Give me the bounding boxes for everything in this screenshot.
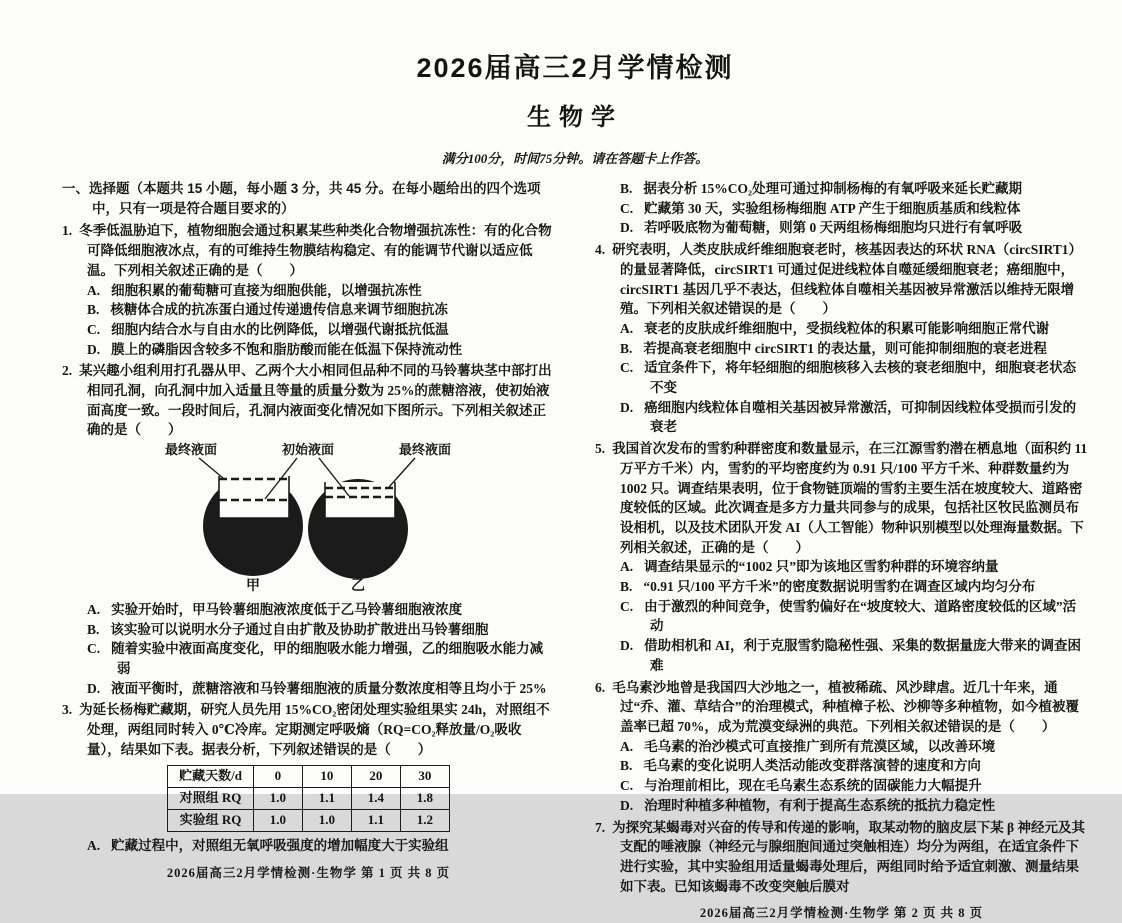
option-d: [595, 796, 1088, 816]
question-7-stem-row: [595, 818, 1088, 897]
question-stem: 冬季低温胁迫下，植物细胞会通过积累某些种类化合物增强抗冻性：有的化合物可降低细胞液冰点，有的可维持生物膜结构稳定、有的能调节代谢以适应低温。下列相关叙述正确的是（ ）: [79, 223, 552, 278]
question-number: 5.: [595, 441, 606, 457]
option-label: B.: [87, 621, 100, 637]
option-label: A.: [620, 559, 634, 575]
question-stem: 研究表明，人类皮肤成纤维细胞衰老时，核基因表达的环状 RNA（circSIRT1）的量显著降低，circSIRT1 可通过促进线粒体自噬延缓细胞衰老；癌细胞中，circSIRT1 基因几乎不表达，但线粒体自噬相关基因被异常激活以维持无限增殖。下列相关叙述错误的是（ ）: [612, 242, 1083, 317]
page-footer-left: 2026届高三2月学情检测·生物学 第 1 页 共 8 页: [166, 866, 451, 881]
table-header-cell: 30: [400, 766, 449, 788]
table-cell: 1.2: [400, 810, 449, 832]
option-text: 贮藏第 30 天，实验组杨梅细胞 ATP 产生于细胞质基质和线粒体: [644, 200, 1021, 216]
option-label: D.: [87, 680, 101, 696]
option-text: 借助相机和 AI，利于克服雪豹隐秘性强、采集的数据量庞大带来的调查困难: [644, 638, 1082, 673]
option-a: [62, 836, 555, 856]
question-number: 1.: [62, 223, 73, 239]
table-header-cell: 20: [351, 766, 400, 788]
question-3: [62, 700, 555, 856]
option-label: A.: [87, 282, 101, 298]
option-label: B.: [87, 302, 100, 318]
option-text: 核糖体合成的抗冻蛋白通过传递遗传信息来调节细胞抗冻: [110, 302, 448, 318]
option-text: 随着实验中液面高度变化，甲的细胞吸水能力增强，乙的细胞吸水能力减弱: [111, 641, 544, 676]
option-label: B.: [620, 758, 633, 774]
leader-final-right: [389, 458, 415, 487]
option-text: 毛乌素的治沙模式可直接推广到所有荒漠区域，以改善环境: [644, 738, 996, 754]
question-2: [62, 361, 555, 698]
question-3-stem-row: [62, 700, 555, 759]
page-footer-right: 2026届高三2月学情检测·生物学 第 2 页 共 8 页: [699, 906, 984, 921]
question-stem: 我国首次发布的雪豹种群密度和数量显示，在三江源雪豹潜在栖息地（面积约 11 万平方千米）内，雪豹的平均密度约为 0.91 只/100 平方千米、种群数量约为 1002 只。调查结果表明，位于食物链顶端的雪豹主要生活在坡度较大、道路密度较低的区域。此次调查是多方力量共同参与的成果，包括社区牧民监测员布设相机，以及技术团队开发 AI（人工智能）物种识别模型以处理海量数据。下列相关叙述，正确的是（ ）: [612, 441, 1088, 555]
subject-title: 生物学: [527, 104, 623, 131]
two-column-body: [62, 179, 1088, 921]
option-text: 细胞内结合水与自由水的比例降低，以增强代谢抵抗低温: [111, 321, 449, 337]
option-d: [62, 679, 555, 699]
question-1: [62, 221, 555, 359]
option-label: B.: [620, 181, 633, 196]
option-b: [595, 179, 1088, 199]
page-header: [62, 46, 1088, 179]
right-column: [595, 179, 1088, 921]
option-text: 由于激烈的种间竞争，使雪豹偏好在“坡度较大、道路密度较低的区域”活动: [644, 598, 1077, 634]
question-number: 2.: [62, 363, 73, 379]
option-text: 与治理前相比，现在毛乌素生态系统的固碳能力大幅提升: [644, 778, 982, 794]
option-a: [62, 281, 555, 301]
table-cell: 1.1: [351, 810, 400, 832]
option-d: [595, 398, 1088, 437]
option-label: D.: [620, 638, 634, 654]
option-a: [595, 557, 1088, 577]
option-a: [595, 737, 1088, 757]
table-row: [168, 810, 450, 832]
question-number: 3.: [62, 702, 73, 718]
option-text: 液面平衡时，蔗糖溶液和马铃薯细胞液的质量分数浓度相等且均小于 25%: [111, 680, 547, 696]
option-label: C.: [87, 321, 101, 337]
label-jia: 甲: [245, 579, 260, 595]
option-c: [62, 320, 555, 340]
label-final-level-right: 最终液面: [398, 442, 451, 458]
option-d: [595, 636, 1088, 675]
option-text: 治理时种植多种植物，有利于提高生态系统的抵抗力稳定性: [644, 797, 996, 813]
table-cell: 1.1: [302, 788, 351, 810]
left-column: [62, 179, 555, 881]
question-number: 7.: [595, 819, 606, 835]
option-b: [595, 756, 1088, 776]
table-cell: 1.4: [351, 788, 400, 810]
table-cell: 1.0: [253, 810, 302, 832]
table-cell: 1.0: [253, 788, 302, 810]
option-b: [595, 577, 1088, 597]
table-cell: 1.8: [400, 788, 449, 810]
table-row: [168, 766, 450, 788]
well-yi: [325, 482, 395, 518]
option-d: [595, 218, 1088, 238]
option-label: D.: [87, 341, 101, 357]
question-stem: 为延长杨梅贮藏期，研究人员先用 15%CO₂密闭处理实验组果实 24h，对照组不处理，两组同时转入 0℃冷库。定期测定呼吸熵（RQ=CO₂释放量/O₂吸收量），结果如下表。据表分析，下列叙述错误的是（ ）: [79, 702, 550, 757]
table-cell: 对照组 RQ: [168, 788, 254, 810]
question-stem: 某兴趣小组利用打孔器从甲、乙两个大小相同但品种不同的马铃薯块茎中部打出相同孔洞，向孔洞中加入适量且等量的质量分数为 25%的蔗糖溶液，使初始液面高度一致。一段时间后，孔洞内液面变化情况如下图所示。下列相关叙述正确的是（ ）: [79, 363, 552, 438]
label-initial-level: 初始液面: [281, 442, 334, 458]
potato-osmosis-figure: [62, 442, 555, 598]
potato-figure-svg: [153, 442, 465, 595]
option-c: [62, 639, 555, 678]
question-6-stem-row: [595, 678, 1088, 737]
option-c: [595, 597, 1088, 636]
option-label: A.: [87, 838, 101, 854]
option-a: [595, 319, 1088, 339]
option-label: D.: [620, 797, 634, 813]
option-c: [595, 358, 1088, 397]
question-number: 4.: [595, 242, 606, 258]
option-text: 膜上的磷脂因含较多不饱和脂肪酸而能在低温下保持流动性: [111, 341, 463, 357]
option-c: [595, 776, 1088, 796]
option-label: C.: [620, 360, 634, 376]
question-4: [595, 240, 1088, 437]
label-yi: 乙: [350, 579, 365, 595]
option-text: 贮藏过程中，对照组无氧呼吸强度的增加幅度大于实验组: [111, 838, 449, 854]
option-text: 若提高衰老细胞中 circSIRT1 的表达量，则可能抑制细胞的衰老进程: [643, 340, 1047, 356]
section-header: 一、选择题（本题共 15 小题，每小题 3 分，共 45 分。在每小题给出的四个选项中，只有一项是符合题目要求的）: [62, 181, 541, 216]
question-2-stem-row: [62, 361, 555, 440]
question-stem: 毛乌素沙地曾是我国四大沙地之一，植被稀疏、风沙肆虐。近几十年来，通过“乔、灌、草结合”的治理模式，种植樟子松、沙柳等多种植物，如今植被覆盖率已超 70%，成为荒漠变绿洲的典范。下列相关叙述错误的是（ ）: [612, 679, 1079, 734]
option-text: 细胞积累的葡萄糖可直接为细胞供能，以增强抗冻性: [111, 282, 422, 298]
option-c: [595, 199, 1088, 219]
option-a: [62, 600, 555, 620]
option-b: [62, 300, 555, 320]
option-text: 癌细胞内线粒体自噬相关基因被异常激活，可抑制因线粒体受损而引发的衰老: [644, 399, 1077, 435]
exam-title: 2026届高三2月学情检测: [416, 53, 734, 83]
exam-instructions: 满分100分，时间75分钟。请在答题卡上作答。: [441, 151, 709, 166]
question-6: [595, 678, 1088, 816]
option-text: 调查结果显示的“1002 只”即为该地区雪豹种群的环境容纳量: [644, 559, 999, 575]
option-label: B.: [620, 340, 633, 356]
option-text: 适宜条件下，将年轻细胞的细胞核移入去核的衰老细胞中，细胞衰老状态不变: [644, 360, 1077, 396]
table-header-cell: 10: [302, 766, 351, 788]
option-label: B.: [620, 579, 633, 595]
question-number: 6.: [595, 679, 606, 695]
table-cell: 1.0: [302, 810, 351, 832]
question-5: [595, 439, 1088, 675]
question-7: [595, 818, 1088, 897]
option-text: 衰老的皮肤成纤维细胞中，受损线粒体的积累可能影响细胞正常代谢: [644, 320, 1050, 336]
option-label: A.: [620, 738, 634, 754]
table-header-cell: 0: [253, 766, 302, 788]
table-cell: 实验组 RQ: [168, 810, 254, 832]
rq-data-table: [167, 765, 450, 832]
option-text: “0.91 只/100 平方千米”的密度数据说明雪豹在调查区域内均匀分布: [643, 579, 1036, 595]
table-row: [168, 788, 450, 810]
option-label: D.: [620, 399, 634, 415]
option-text: 毛乌素的变化说明人类活动能改变群落演替的速度和方向: [643, 758, 981, 774]
option-text: 若呼吸底物为葡萄糖，则第 0 天两组杨梅细胞均只进行有氧呼吸: [644, 220, 1023, 236]
question-stem: 为探究某蝎毒对兴奋的传导和传递的影响，取某动物的脑皮层下某 β 神经元及其支配的唾液腺（神经元与腺细胞间通过突触相连）均分为两组，在适宜条件下进行实验，其中实验组用适量蝎毒处理后，两组同时给予适宜刺激、测量结果如下表。已知该蝎毒不改变突触后膜对: [612, 819, 1085, 894]
option-text: 该实验可以说明水分子通过自由扩散及协助扩散进出马铃薯细胞: [110, 621, 489, 637]
option-b: [595, 339, 1088, 359]
option-d: [62, 340, 555, 360]
option-b: [62, 620, 555, 640]
table-header-cell: 贮藏天数/d: [168, 766, 254, 788]
question-3-continued: [595, 179, 1088, 238]
option-label: C.: [620, 598, 634, 614]
label-final-level-left: 最终液面: [164, 442, 217, 458]
option-text: 实验开始时，甲马铃薯细胞液浓度低于乙马铃薯细胞液浓度: [111, 601, 463, 617]
option-label: C.: [87, 641, 101, 657]
question-4-stem-row: [595, 240, 1088, 319]
option-label: C.: [620, 778, 634, 794]
option-label: D.: [620, 220, 634, 236]
option-label: A.: [620, 320, 634, 336]
question-1-stem-row: [62, 221, 555, 280]
question-5-stem-row: [595, 439, 1088, 557]
option-label: C.: [620, 200, 634, 216]
option-text: 据表分析 15%CO₂处理可通过抑制杨梅的有氧呼吸来延长贮藏期: [643, 181, 1023, 196]
leader-final-left: [199, 458, 223, 478]
option-label: A.: [87, 601, 101, 617]
